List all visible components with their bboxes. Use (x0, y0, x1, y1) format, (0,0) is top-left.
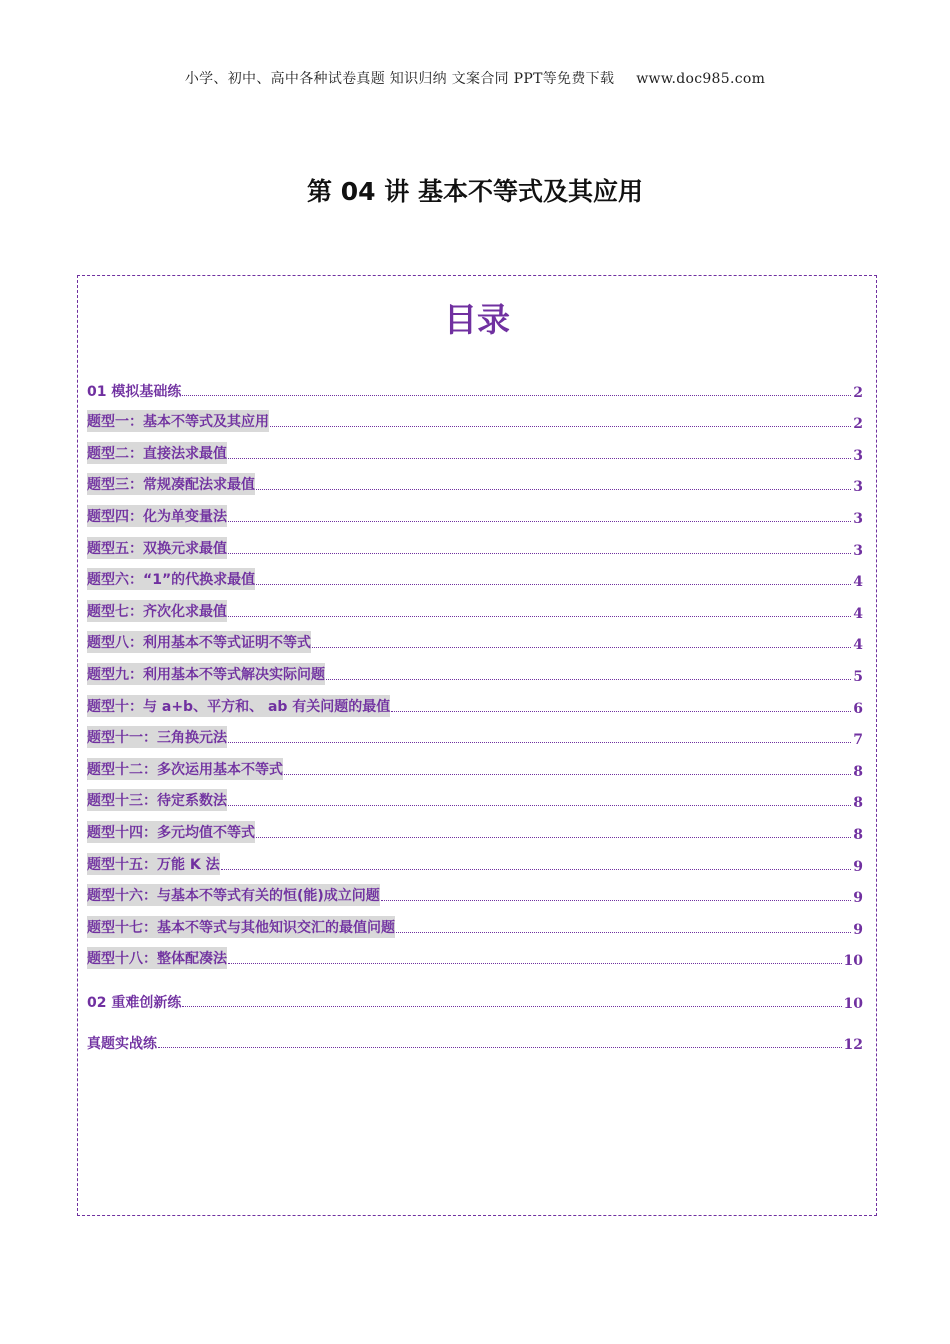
dot-leader (221, 868, 852, 870)
toc-entry-page: 7 (853, 732, 863, 749)
toc-entry[interactable] (87, 527, 863, 559)
toc-entry-label: 题型十六：与基本不等式有关的恒(能)成立问题 (87, 884, 380, 906)
toc-entry-label: 题型九：利用基本不等式解决实际问题 (87, 663, 325, 685)
toc-entry[interactable] (87, 1022, 863, 1054)
toc-entry-page: 8 (853, 826, 863, 843)
toc-entry-label: 题型十：与 a+b、平方和、 ab 有关问题的最值 (87, 695, 390, 717)
header-text: 小学、初中、高中各种试卷真题 知识归纳 文案合同 PPT等免费下载 (184, 71, 615, 87)
dot-leader (182, 1005, 841, 1007)
dot-leader (228, 962, 842, 964)
dot-leader (391, 710, 851, 712)
toc-entry-label: 题型七：齐次化求最值 (87, 600, 227, 622)
toc-entry-label: 01 模拟基础练 (87, 383, 182, 400)
toc-entry-page: 5 (853, 668, 863, 685)
toc-entry-page: 2 (853, 416, 863, 433)
toc-entry-label: 题型一：基本不等式及其应用 (87, 410, 269, 432)
toc-entry-page: 4 (853, 574, 863, 591)
toc-entry-label: 题型五：双换元求最值 (87, 537, 227, 559)
dot-leader (396, 931, 851, 933)
dot-leader (228, 552, 851, 554)
toc-entry[interactable] (87, 938, 863, 970)
dot-leader (228, 741, 851, 743)
table-of-contents (77, 275, 877, 1216)
toc-entry-page: 3 (853, 510, 863, 527)
toc-list (87, 369, 863, 1053)
toc-entry-page: 3 (853, 479, 863, 496)
toc-entry-label: 题型十三：待定系数法 (87, 789, 227, 811)
toc-entry-label: 题型十二：多次运用基本不等式 (87, 758, 283, 780)
header-url[interactable]: www.doc985.com (636, 71, 766, 87)
toc-entry[interactable] (87, 843, 863, 875)
toc-entry-page: 3 (853, 542, 863, 559)
toc-entry-label: 题型十五：万能 K 法 (87, 853, 220, 875)
dot-leader (228, 615, 851, 617)
toc-entry[interactable] (87, 590, 863, 622)
toc-entry[interactable] (87, 464, 863, 496)
toc-entry[interactable] (87, 875, 863, 907)
document-title: 第 04 讲 基本不等式及其应用 (307, 177, 643, 206)
dot-leader (228, 457, 851, 459)
toc-entry-page: 2 (853, 384, 863, 401)
page-header (0, 68, 950, 88)
toc-heading: 目录 (444, 300, 510, 339)
toc-entry[interactable] (87, 685, 863, 717)
dot-leader (228, 804, 851, 806)
toc-entry[interactable] (87, 369, 863, 401)
dot-leader (270, 425, 851, 427)
toc-entry-page: 8 (853, 795, 863, 812)
toc-entry-page: 9 (853, 921, 863, 938)
toc-entry-label: 02 重难创新练 (87, 994, 182, 1011)
dot-leader (256, 488, 851, 490)
toc-entry-page: 4 (853, 605, 863, 622)
toc-entry-page: 6 (853, 700, 863, 717)
toc-entry-page: 10 (843, 995, 863, 1012)
toc-entry-page: 3 (853, 447, 863, 464)
toc-entry[interactable] (87, 559, 863, 591)
toc-entry-label: 题型六：“1”的代换求最值 (87, 568, 255, 590)
toc-entry[interactable] (87, 811, 863, 843)
toc-entry[interactable] (87, 495, 863, 527)
toc-entry-label: 题型二：直接法求最值 (87, 442, 227, 464)
toc-entry[interactable] (87, 748, 863, 780)
toc-entry-label: 题型八：利用基本不等式证明不等式 (87, 631, 311, 653)
toc-entry[interactable] (87, 717, 863, 749)
toc-entry-page: 8 (853, 763, 863, 780)
dot-leader (284, 773, 851, 775)
toc-entry[interactable] (87, 980, 863, 1012)
dot-leader (312, 646, 851, 648)
dot-leader (256, 836, 851, 838)
toc-entry-label: 题型十七：基本不等式与其他知识交汇的最值问题 (87, 916, 395, 938)
toc-entry[interactable] (87, 622, 863, 654)
dot-leader (256, 583, 851, 585)
dot-leader (228, 520, 851, 522)
toc-entry-label: 真题实战练 (87, 1036, 157, 1053)
toc-entry-label: 题型十一：三角换元法 (87, 726, 227, 748)
toc-entry[interactable] (87, 432, 863, 464)
toc-entry-page: 9 (853, 858, 863, 875)
toc-entry[interactable] (87, 906, 863, 938)
toc-entry-page: 4 (853, 637, 863, 654)
toc-entry-label: 题型三：常规凑配法求最值 (87, 473, 255, 495)
toc-entry-label: 题型十四：多元均值不等式 (87, 821, 255, 843)
dot-leader (182, 394, 851, 396)
toc-entry-page: 12 (843, 1037, 863, 1054)
toc-entry-label: 题型十八：整体配凑法 (87, 947, 227, 969)
toc-entry[interactable] (87, 653, 863, 685)
toc-entry-label: 题型四：化为单变量法 (87, 505, 227, 527)
dot-leader (326, 678, 851, 680)
dot-leader (381, 899, 851, 901)
dot-leader (158, 1046, 842, 1048)
toc-entry[interactable] (87, 401, 863, 433)
toc-entry-page: 10 (843, 953, 863, 970)
toc-entry-page: 9 (853, 890, 863, 907)
toc-entry[interactable] (87, 780, 863, 812)
